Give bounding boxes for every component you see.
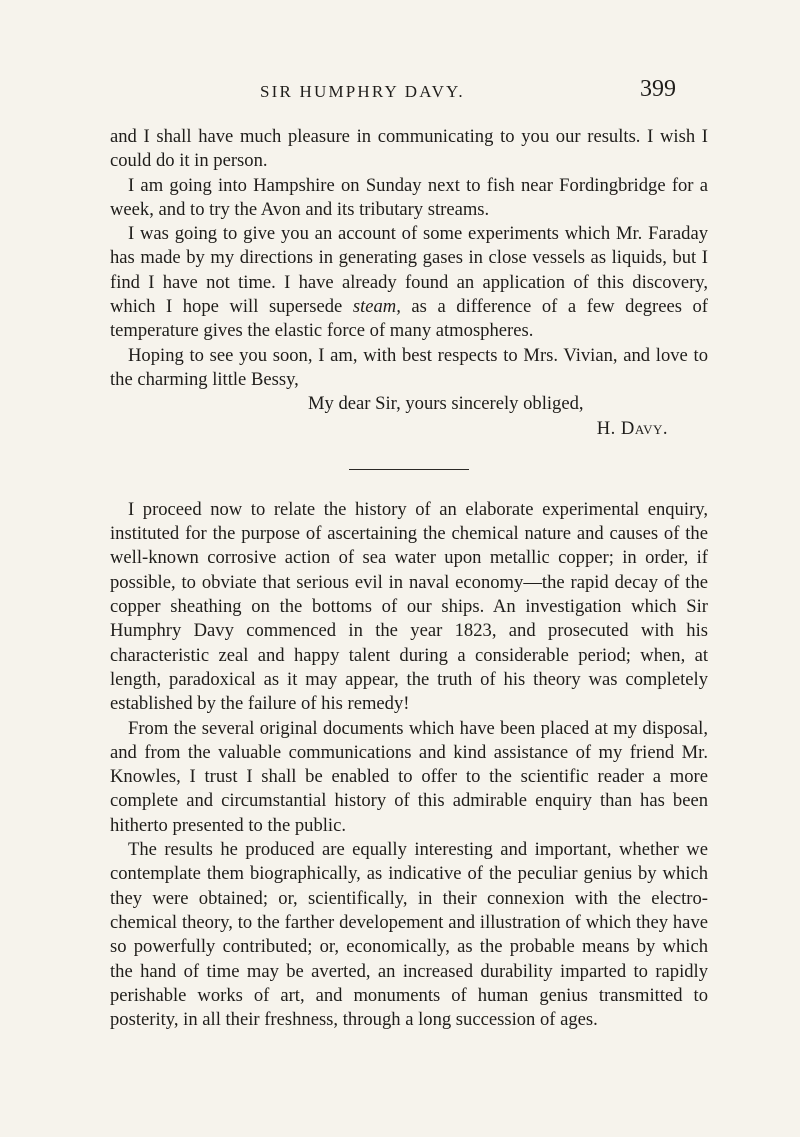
letter-paragraph: I am going into Hampshire on Sunday next to fish near Fordingbridge for a week, and to try the Avon and its tributary streams. [110,174,708,220]
letter-paragraph: Hoping to see you soon, I am, with best respects to Mrs. Vivian, and love to the charming little Bessy, [110,344,708,390]
emphasis-steam: steam, [352,296,401,318]
section-divider [349,469,469,470]
letter-signature [110,417,708,441]
signature-name: H. Davy. [596,417,668,439]
narrative-paragraph: The results he produced are equally interesting and important, whether we contemplate them biographically, as indicative of the peculiar genius by which they were obtained; or, scientifically, in their connexion with the electro-chemical theory, to the farther developement and illustration of which they have so powerfully contributed; or, economically, as the probable means by which the hand of time may be averted, an increased durability imparted to rapidly perishable works of art, and monuments of human genius transmitted to posterity, in all their freshness, through a long succession of ages. [110,839,708,1031]
letter-closing: My dear Sir, yours sincerely obliged, [308,393,584,415]
letter-paragraph [110,222,708,343]
narrative-paragraph: I proceed now to relate the history of an elaborate experimental enquiry, instituted for the purpose of ascertaining the chemical nature and causes of the well-known corrosive action of sea water upon metallic copper; in order, if possible, to obviate that serious evil in naval economy—the rapid decay of the copper sheathing on the bottoms of our ships. An investigation which Sir Humphry Davy commenced in the year 1823, and prosecuted with his characteristic zeal and happy talent during a considerable period; when, at length, paradoxical as it may appear, the truth of his theory was completely established by the failure of his remedy! [110,498,708,715]
narrative-paragraph: From the several original documents which have been placed at my disposal, and from the valuable communications and kind assistance of my friend Mr. Knowles, I trust I shall be enabled to offer to the scientific reader a more complete and circumstantial history of this admirable enquiry than has been hitherto presented to the public. [110,717,708,836]
page-number: 399 [640,76,676,102]
letter-text: I was going to give you an account of some experiments which Mr. Faraday has made by my directions in generating gases in close vessels as liquids, but I find I have not time. I have already found an application of this discovery, which I hope will supersede [110,223,708,318]
running-head [0,76,800,112]
letter-paragraph: and I shall have much pleasure in communicating to you our results. I wish I could do it in person. [110,126,708,172]
running-head-title: SIR HUMPHRY DAVY. [260,82,465,101]
letter-text: as a difference of a few degrees of temperature gives the elastic force of many atmospheres. [110,296,708,342]
body-text [110,125,708,1032]
